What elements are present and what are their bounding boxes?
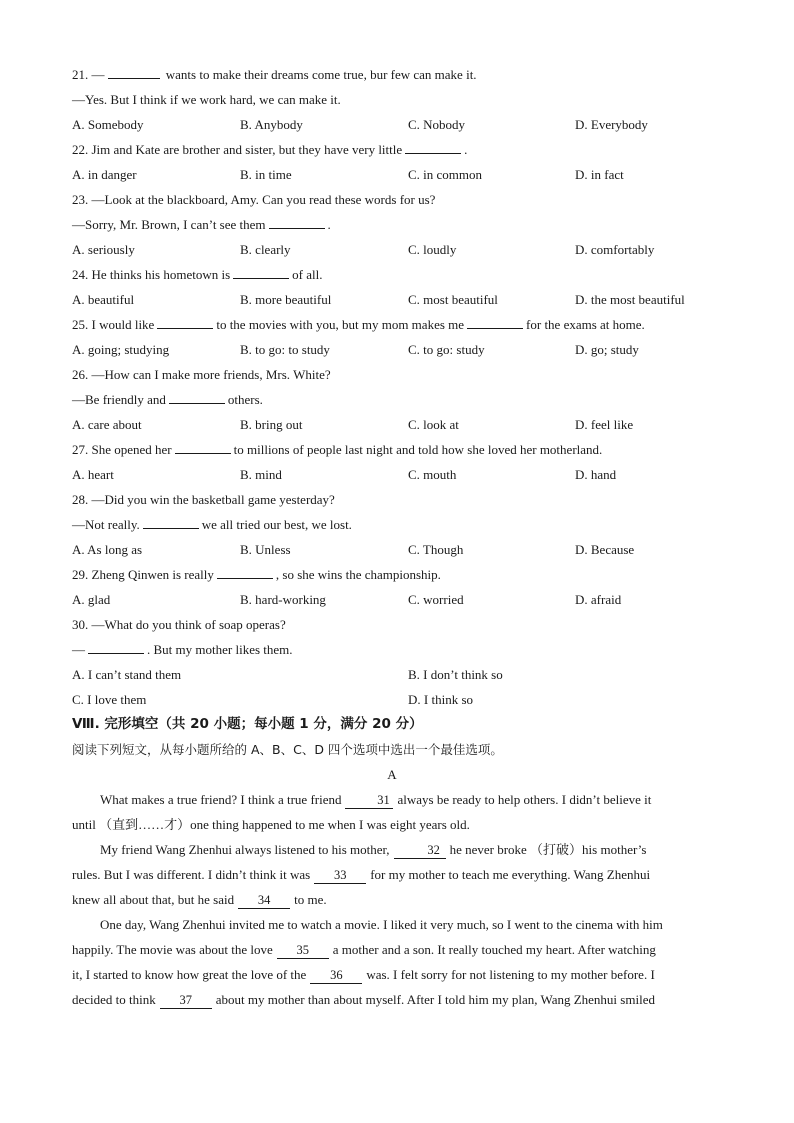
option-c[interactable]: C. look at	[408, 417, 459, 432]
option-d[interactable]: D. in fact	[575, 167, 624, 182]
option-c[interactable]: C. Though	[408, 542, 464, 557]
question-24: 24. He thinks his hometown is of all.	[72, 262, 712, 287]
question-28: 28. —Did you win the basketball game yesterday?	[72, 492, 335, 507]
answer-blank[interactable]	[143, 513, 199, 529]
option-d[interactable]: D. Because	[575, 542, 635, 557]
blank-36[interactable]: 36	[310, 967, 362, 984]
question-26-reply: —Be friendly and others.	[72, 387, 712, 412]
option-a[interactable]: A. beautiful	[72, 292, 135, 307]
option-b[interactable]: B. I don’t think so	[408, 667, 503, 682]
option-a[interactable]: A. As long as	[72, 542, 143, 557]
question-30-reply: — . But my mother likes them.	[72, 637, 712, 662]
option-c[interactable]: C. mouth	[408, 467, 457, 482]
answer-blank[interactable]	[108, 63, 160, 79]
question-25: 25. I would like to the movies with you, but my mom makes me for the exams at home.	[72, 312, 712, 337]
option-d[interactable]: D. Everybody	[575, 117, 648, 132]
option-a[interactable]: A. I can’t stand them	[72, 667, 182, 682]
blank-32[interactable]: 32	[394, 842, 446, 859]
exam-page	[72, 62, 712, 1012]
option-c[interactable]: C. most beautiful	[408, 292, 498, 307]
passage-line: rules. But I was different. I didn’t think it was 33 for my mother to teach me everything. Wang Zhenhui	[72, 867, 651, 882]
passage-label: A	[387, 767, 397, 782]
passage-line: happily. The movie was about the love 35 a mother and a son. It really touched my heart. After watching	[72, 942, 656, 957]
question-29-options	[72, 587, 712, 612]
option-b[interactable]: B. bring out	[240, 417, 303, 432]
option-c[interactable]: C. Nobody	[408, 117, 466, 132]
passage-line: decided to think 37 about my mother than about myself. After I told him my plan, Wang Zhenhui smiled	[72, 992, 655, 1007]
blank-34[interactable]: 34	[238, 892, 290, 909]
blank-31[interactable]: 31	[345, 792, 393, 809]
option-b[interactable]: B. clearly	[240, 242, 291, 257]
question-26-options	[72, 412, 712, 437]
option-c[interactable]: C. in common	[408, 167, 483, 182]
blank-33[interactable]: 33	[314, 867, 366, 884]
question-27-options	[72, 462, 712, 487]
option-a[interactable]: A. heart	[72, 467, 114, 482]
section-instruction: 阅读下列短文，从每小题所给的 A、B、C、D 四个选项中选出一个最佳选项。	[72, 742, 503, 757]
option-d[interactable]: D. the most beautiful	[575, 292, 685, 307]
question-22: 22. Jim and Kate are brother and sister, but they have very little .	[72, 137, 712, 162]
option-a[interactable]: A. in danger	[72, 167, 137, 182]
option-b[interactable]: B. Anybody	[240, 117, 303, 132]
question-24-options	[72, 287, 712, 312]
section-title: Ⅷ. 完形填空（共 20 小题；每小题 1 分，满分 20 分）	[72, 716, 423, 732]
answer-blank[interactable]	[467, 313, 523, 329]
passage-line: it, I started to know how great the love of the 36 was. I felt sorry for not listening to my mother before. I	[72, 967, 655, 982]
option-d[interactable]: D. go; study	[575, 342, 639, 357]
question-27: 27. She opened her to millions of people last night and told how she loved her motherland.	[72, 437, 712, 462]
option-d[interactable]: D. comfortably	[575, 242, 655, 257]
question-30-options-row2	[72, 687, 712, 712]
option-c[interactable]: C. worried	[408, 592, 464, 607]
option-b[interactable]: B. in time	[240, 167, 292, 182]
option-c[interactable]: C. to go: study	[408, 342, 485, 357]
answer-blank[interactable]	[169, 388, 225, 404]
passage-line: My friend Wang Zhenhui always listened to his mother, 32 he never broke （打破）his mother’s	[100, 842, 647, 857]
passage-line: until （直到……才）one thing happened to me when I was eight years old.	[72, 817, 470, 832]
passage-line: One day, Wang Zhenhui invited me to watch a movie. I liked it very much, so I went to the cinema with him	[100, 917, 663, 932]
option-a[interactable]: A. glad	[72, 592, 111, 607]
question-30-options-row1	[72, 662, 712, 687]
option-d[interactable]: D. hand	[575, 467, 617, 482]
answer-blank[interactable]	[217, 563, 273, 579]
passage-line: knew all about that, but he said 34 to me.	[72, 892, 327, 907]
option-d[interactable]: D. afraid	[575, 592, 622, 607]
question-21-options	[72, 112, 712, 137]
option-b[interactable]: B. Unless	[240, 542, 291, 557]
blank-35[interactable]: 35	[277, 942, 329, 959]
answer-blank[interactable]	[175, 438, 231, 454]
answer-blank[interactable]	[157, 313, 213, 329]
option-b[interactable]: B. more beautiful	[240, 292, 332, 307]
option-d[interactable]: D. feel like	[575, 417, 634, 432]
option-d[interactable]: D. I think so	[408, 692, 473, 707]
question-26: 26. —How can I make more friends, Mrs. White?	[72, 367, 331, 382]
answer-blank[interactable]	[269, 213, 325, 229]
answer-blank[interactable]	[405, 138, 461, 154]
answer-blank[interactable]	[88, 638, 144, 654]
option-c[interactable]: C. I love them	[72, 692, 147, 707]
question-30: 30. —What do you think of soap operas?	[72, 617, 286, 632]
option-a[interactable]: A. going; studying	[72, 342, 170, 357]
question-21: 21. — wants to make their dreams come true, bur few can make it.	[72, 62, 712, 87]
question-23-options	[72, 237, 712, 262]
question-23: 23. —Look at the blackboard, Amy. Can you read these words for us?	[72, 192, 436, 207]
option-a[interactable]: A. Somebody	[72, 117, 144, 132]
question-22-options	[72, 162, 712, 187]
question-28-options	[72, 537, 712, 562]
question-29: 29. Zheng Qinwen is really , so she wins the championship.	[72, 562, 712, 587]
option-b[interactable]: B. hard-working	[240, 592, 326, 607]
option-a[interactable]: A. care about	[72, 417, 142, 432]
option-c[interactable]: C. loudly	[408, 242, 457, 257]
blank-37[interactable]: 37	[160, 992, 212, 1009]
option-b[interactable]: B. mind	[240, 467, 282, 482]
question-25-options	[72, 337, 712, 362]
option-b[interactable]: B. to go: to study	[240, 342, 330, 357]
question-21-reply: —Yes. But I think if we work hard, we can make it.	[72, 92, 341, 107]
answer-blank[interactable]	[233, 263, 289, 279]
option-a[interactable]: A. seriously	[72, 242, 135, 257]
question-28-reply: —Not really. we all tried our best, we lost.	[72, 512, 712, 537]
passage-line: What makes a true friend? I think a true friend 31 always be ready to help others. I didn’t believe it	[100, 792, 652, 807]
question-23-reply: —Sorry, Mr. Brown, I can’t see them .	[72, 212, 712, 237]
